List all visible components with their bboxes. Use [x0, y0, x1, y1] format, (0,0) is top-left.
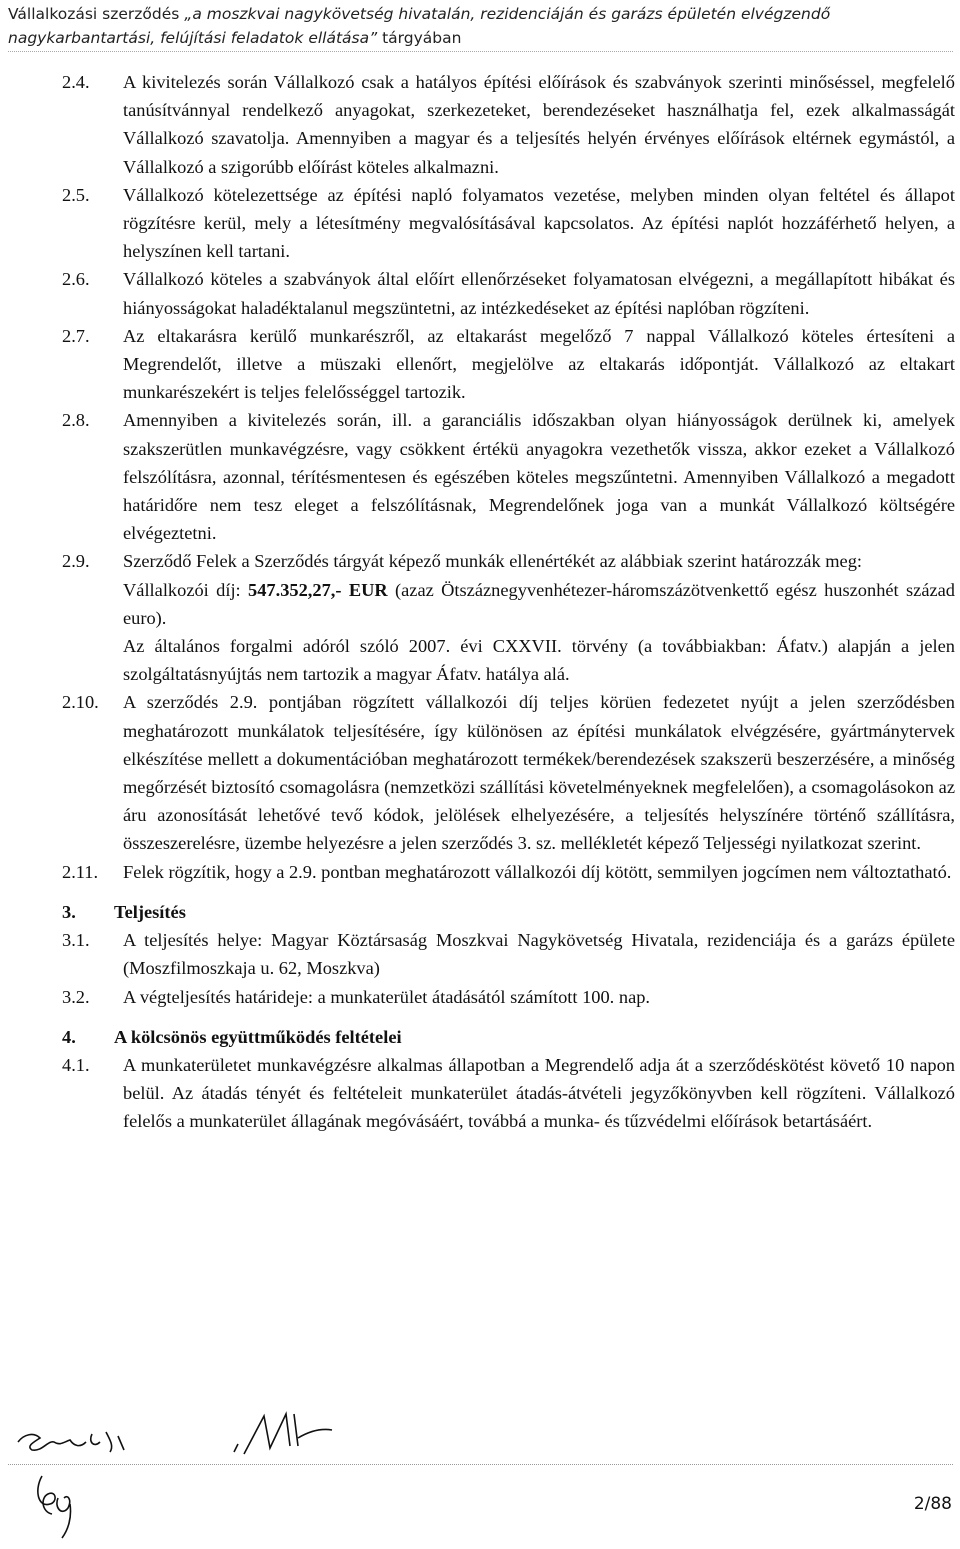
section-3-heading: 3. Teljesítés — [62, 901, 186, 922]
vat-note: Az általános forgalmi adóról szóló 2007. évi CXXVII. törvény (a továbbiakban: Áfatv.) alapján a jelen szolgáltatásnyújtás nem tartozik a magyar Áfatv. hatálya alá. — [123, 636, 955, 685]
signature-initials — [28, 1468, 98, 1543]
clause-number: 2.9. — [62, 551, 90, 572]
clause-text: Amennyiben a kivitelezés során, ill. a garanciális időszakban olyan hiányosságok derülnek ki, amelyek szakszerütlen munkavégzésre, vagy csökkent értékü anyagokra vezethetők vissza, akkor ezeket a Vállalkozó felszólításra, azonnal, térítésmentesen és egészében köteles megszűntetni. Amennyiben Vállalkozó a megadott határidőre nem tesz eleget a felszólításnak, Megrendelőnek joga van a munkát Vállalkozó költségére elvégeztetni. — [123, 410, 955, 544]
clause-number: 3.1. — [62, 930, 90, 951]
clause-number: 2.6. — [62, 269, 90, 290]
clause-2-11 — [62, 858, 955, 886]
clause-4-1 — [62, 1051, 955, 1136]
clause-2-10 — [62, 688, 955, 857]
page-number: 2/88 — [913, 1494, 952, 1514]
section-4-heading: 4. A kölcsönös együttműködés feltételei — [62, 1026, 402, 1047]
fee-line: Vállalkozói díj: 547.352,27,- EUR (azaz Ötszáznegyvenhétezer-háromszázötvenkettő egész huszonhét század euro). — [123, 579, 956, 628]
fee-amount: 547.352,27,- EUR — [248, 579, 388, 600]
clause-text: A munkaterületet munkavégzésre alkalmas állapotban a Megrendelő adja át a szerződéskötést követő 10 napon belül. Az átadás tényét és feltételeit munkaterület átadás-átvételi jegyzőkönyvben kell rögzíteni. Vállalkozó felelős a munkaterület állagának megóvásáért, továbbá a munka- és tűzvédelmi előírások betartásáért. — [123, 1054, 955, 1132]
clause-number: 2.4. — [62, 72, 90, 92]
header-divider — [8, 51, 953, 52]
clause-text: Az eltakarásra kerülő munkarészről, az eltakarást megelőző 7 nappal Vállalkozó köteles értesíteni a Megrendelőt, illetve a müszaki ellenőrt, megjelölve az eltakarás időpontját. Vállalkozó az eltakart munkarészekért is teljes felelősséggel tartozik. — [123, 325, 955, 403]
clause-number: 2.5. — [62, 184, 90, 205]
clause-text: A végteljesítés határideje: a munkaterület átadásától számított 100. nap. — [123, 986, 651, 1007]
clause-2-5 — [62, 181, 955, 266]
clause-number: 2.10. — [62, 692, 99, 713]
clause-3-2 — [62, 983, 955, 1011]
clause-2-7 — [62, 322, 955, 407]
header-line-1: Vállalkozási szerződés „a moszkvai nagykövetség hivatalán, rezidenciáján és garázs épületén elvégzendő — [8, 5, 831, 23]
clause-text: A teljesítés helye: Magyar Köztársaság Moszkvai Nagykövetség Hivatala, rezidenciája és a garázs épülete (Moszfilmoszkaja u. 62, Moszkva) — [123, 930, 955, 979]
clause-2-9-intro: Szerződő Felek a Szerződés tárgyát képező munkák ellenértékét az alábbiak szerint határozzák meg: — [123, 551, 863, 572]
clause-text: A szerződés 2.9. pontjában rögzített vállalkozói díj teljes körüen fedezetet nyújt a jelen szerződésben meghatározott munkálatok teljesítésére, így különösen az építési munkálatok elvégzésére, gyártmánytervek elkészítése mellett a dokumentációban meghatározott termékek/berendezések szakszerü beszerzésére, a minőség megőrzését biztosító csomagolásra (nemzetközi szállítási követelményeknek megfelelően), a csomagolásokon az áru azonosítását lehetővé tevő kódok, jelölések elhelyezésére, a teljesítés helyszínére történő szállításra, összeszerelésre, üzembe helyezésre a jelen szerződés 3. sz. mellékletét képező Teljességi nyilatkozat szerint. — [123, 692, 955, 854]
clause-text: Vállalkozó köteles a szabványok által előírt ellenőrzéseket folyamatosan elvégezni, a megállapított hibákat és hiányosságokat haladéktalanul megszüntetni, az intézkedéseket az építési naplóban rögzíteni. — [123, 269, 955, 318]
clause-2-8 — [62, 406, 955, 547]
clause-text: Felek rögzítik, hogy a 2.9. pontban meghatározott vállalkozói díj kötött, semmilyen jogcímen nem változtatható. — [123, 861, 952, 882]
clause-3-1 — [62, 926, 955, 982]
clause-number: 2.7. — [62, 325, 90, 346]
footer-divider — [8, 1464, 953, 1465]
clause-number: 3.2. — [62, 986, 90, 1007]
signature-middle — [228, 1408, 338, 1463]
clause-text: A kivitelezés során Vállalkozó csak a hatályos építési előírások és szabványok szerinti minőséssel, megfelelő tanúsítvánnyal rendelkező anyagokat, szerkezeteket, berendezéseket használhatja fel, ezek alkalmasságát Vállalkozó szavatolja. Amennyiben a magyar és a teljesítés helyén érvényes előírások eltérnek egymástól, a Vállalkozó a szigorúbb előírást köteles alkalmazni. — [123, 72, 955, 177]
page-header — [8, 2, 953, 50]
clause-number: 2.8. — [62, 410, 90, 431]
clause-number: 4.1. — [62, 1054, 90, 1075]
clause-text: Vállalkozó kötelezettsége az építési napló folyamatos vezetése, melyben minden olyan feltétel és állapot rögzítésre kerül, mely a létesítmény megvalósításával kapcsolatos. Az építési naplót hozzáférhető helyen, a helyszínen kell tartani. — [123, 184, 955, 262]
signature-left — [14, 1412, 144, 1467]
clause-2-9 — [62, 547, 955, 688]
contract-body — [62, 68, 955, 1136]
clause-2-4 — [62, 68, 955, 181]
clause-2-6 — [62, 265, 955, 321]
clause-number: 2.11. — [62, 861, 99, 882]
header-line-2: nagykarbantartási, felújítási feladatok ellátása” tárgyában — [8, 29, 462, 47]
